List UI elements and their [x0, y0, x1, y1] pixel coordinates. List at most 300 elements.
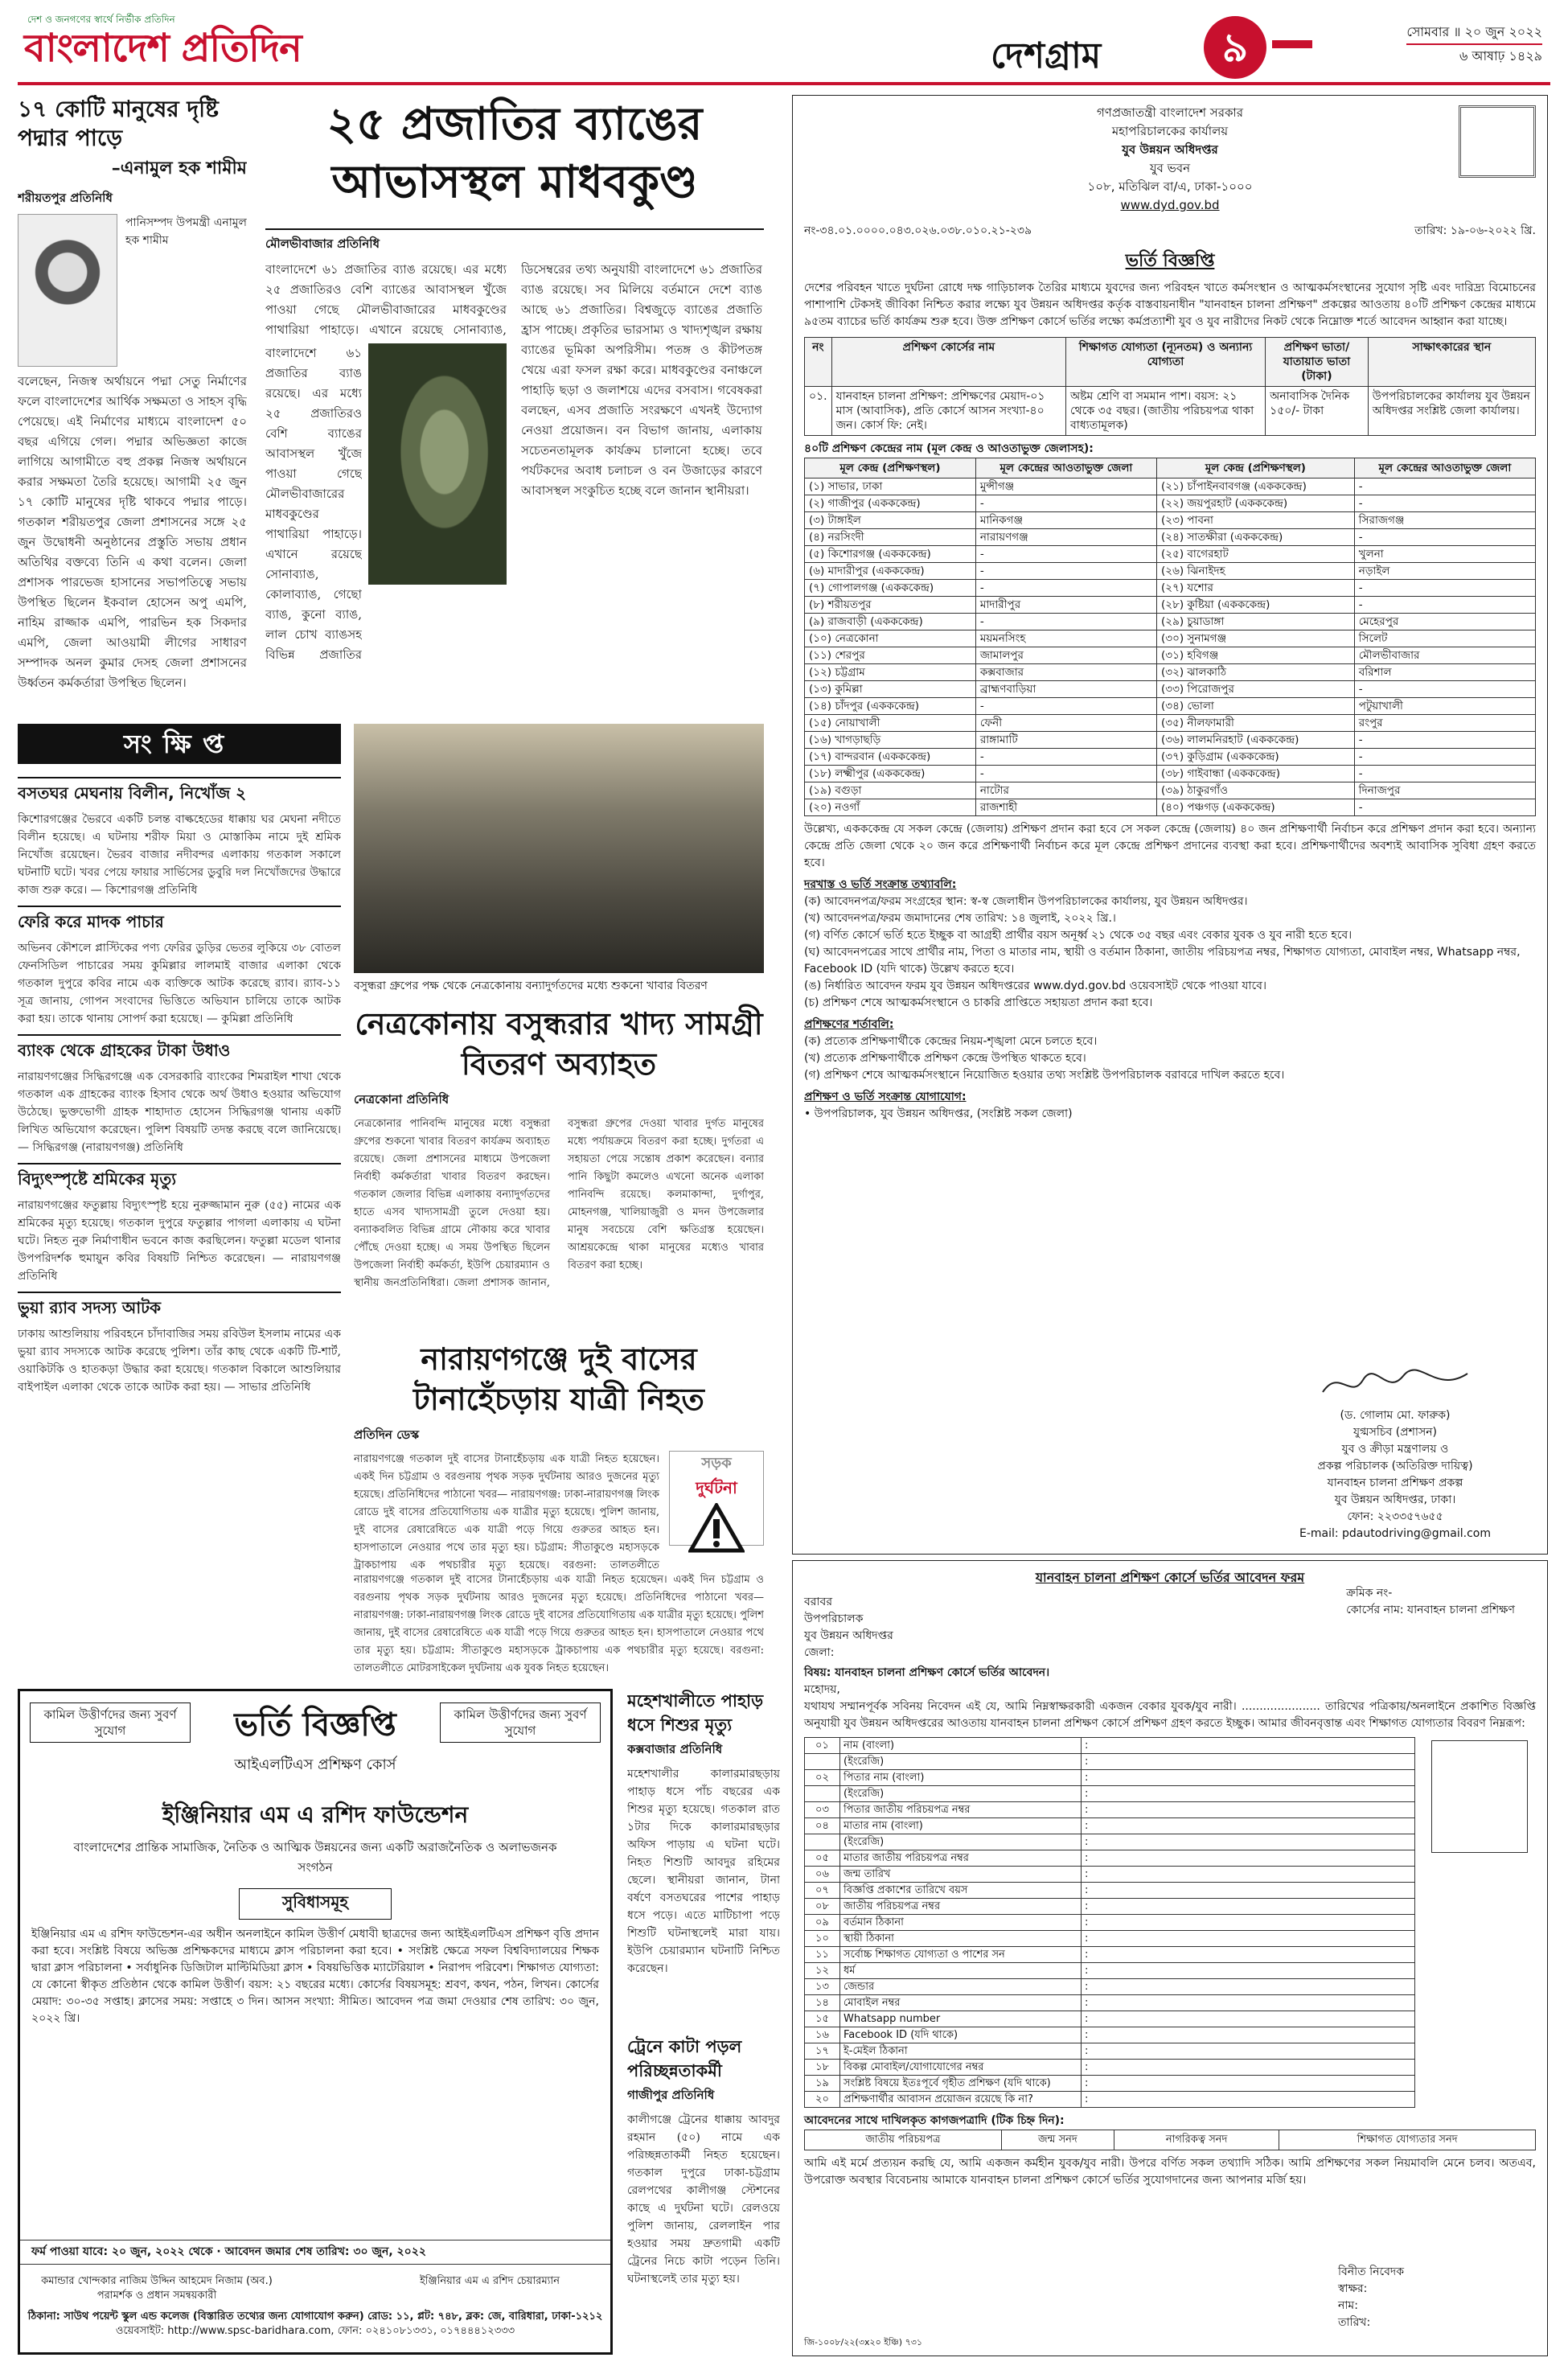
centers-cell: জামালপুর	[975, 647, 1156, 664]
centers-cell: রাঙ্গামাটি	[975, 732, 1156, 749]
form-fields-table	[804, 1737, 1415, 2108]
table-row	[805, 2092, 1415, 2108]
centers-cell: (২১) চাঁপাইনবাবগঞ্জ (একককেন্দ্র)	[1157, 478, 1355, 495]
course-table	[804, 337, 1536, 436]
centers-cell: -	[1354, 597, 1535, 614]
form-row-no: ১৩	[805, 1979, 840, 1995]
centers-cell: -	[1354, 799, 1535, 816]
rule-item: (ঘ) আবেদনপত্রের সাথে প্রার্থীর নাম, পিতা ও মাতার নাম, স্থায়ী ও বর্তমান ঠিকানা, জাতীয় পরিচয়পত্র নম্বর, শিক্ষাগত যোগ্যতা, মোবাইল নম্বর, Whatsapp নম্বর, Facebook ID (যদি থাকে) উল্লেখ করতে হবে।	[804, 946, 1521, 975]
headline[interactable]: মহেশখালীতে পাহাড় ধসে শিশুর মৃত্যু	[627, 1691, 764, 1735]
centers-cell: মানিকগঞ্জ	[975, 512, 1156, 529]
rules-title: দরখাস্ত ও ভর্তি সংক্রান্ত তথ্যাবলি:	[804, 878, 957, 891]
centers-cell: (৩২) ঝালকাঠি	[1157, 664, 1355, 681]
brief-item	[18, 777, 341, 899]
form-to-2: উপপরিচালক	[804, 1612, 864, 1625]
centers-cell: ব্রাহ্মণবাড়িয়া	[975, 681, 1156, 698]
form-to-4: জেলা:	[804, 1646, 835, 1659]
ad-title[interactable]: ভর্তি বিজ্ঞপ্তি	[234, 1706, 396, 1744]
form-row-label: জন্ম তারিখ	[840, 1867, 1082, 1883]
rule-item: (ক) আবেদনপত্র/ফরম সংগ্রহের স্থান: স্ব-স্ব জেলাধীন উপপরিচালকের কার্যালয়, যুব উন্নয়ন অধিদপ্তর।	[804, 895, 1248, 908]
relief-photo	[354, 724, 764, 973]
course-cell: অনাবাসিক দৈনিক ১৫০/- টাকা	[1266, 387, 1369, 436]
centers-cell: সিরাজগঞ্জ	[1354, 512, 1535, 529]
signer-title-1: যুগ্মসচিব (প্রশাসন)	[1353, 1426, 1438, 1439]
course-cell: অষ্টম শ্রেণি বা সমমান পাশ। বয়স: ২১ থেকে ৩৫ বছর। (জাতীয় পরিচয়পত্র থাকা বাধ্যতামূলক)	[1065, 387, 1265, 436]
form-row-no	[805, 1754, 840, 1770]
form-row-no: ১৯	[805, 2076, 840, 2092]
form-row-input[interactable]: :	[1082, 1802, 1415, 1818]
headline[interactable]: নেত্রকোনায় বসুন্ধরার খাদ্য সামগ্রী বিতরণ অব্যাহত	[355, 1005, 763, 1082]
centers-cell: (৩০) সুনামগঞ্জ	[1157, 630, 1355, 647]
form-row-no: ০৪	[805, 1818, 840, 1834]
form-row-input[interactable]: :	[1082, 2060, 1415, 2076]
story-body: নেত্রকোনার পানিবন্দি মানুষের মধ্যে বসুন্ধরা গ্রুপের শুকনো খাবার বিতরণ কার্যক্রম অব্যাহত রয়েছে। জেলা প্রশাসনের মাধ্যমে উপজেলা নির্বাহী কর্মকর্তারা খাবার বিতরণ করছেন। গতকাল জেলার বিভিন্ন এলাকায় বন্যাদুর্গতদের হাতে এসব খাদ্যসামগ্রী তুলে দেওয়া হয়। বন্যাকবলিত বিভিন্ন গ্রামে নৌকায় করে খাবার পৌঁছে দেওয়া হচ্ছে। এ সময় উপস্থিত ছিলেন উপজেলা নির্বাহী কর্মকর্তা, ইউপি চেয়ারম্যান ও স্থানীয় জনপ্রতিনিধিরা। জেলা প্রশাসক জানান, বসুন্ধরা গ্রুপের দেওয়া খাবার দুর্গত মানুষের মধ্যে পর্যায়ক্রমে বিতরণ করা হচ্ছে। দুর্গতরা এ সহায়তা পেয়ে সন্তোষ প্রকাশ করেছেন। বন্যার পানি কিছুটা কমলেও এখনো অনেক এলাকা পানিবন্দি রয়েছে। কলমাকান্দা, দুর্গাপুর, মোহনগঞ্জ, খালিয়াজুরী ও মদন উপজেলার মানুষ সবচেয়ে বেশি ক্ষতিগ্রস্ত হয়েছেন। আশ্রয়কেন্দ্রে থাকা মানুষের মধ্যেও খাবার বিতরণ করা হচ্ছে।	[354, 1118, 764, 1289]
table-row	[805, 1834, 1415, 1850]
form-subject: বিষয়: যানবাহন চালনা প্রশিক্ষণ কোর্সে ভর্তির আবেদন।	[804, 1666, 1050, 1679]
conditions-title: প্রশিক্ষণের শর্তাবলি:	[804, 1018, 894, 1031]
table-row	[805, 546, 1536, 563]
form-row-no: ০৬	[805, 1867, 840, 1883]
section-name: দেশগ্রাম	[991, 35, 1102, 76]
form-row-input[interactable]: :	[1082, 1834, 1415, 1850]
brief-body: অভিনব কৌশলে প্লাস্টিকের পণ্য ফেরির ডুড়ির ভেতর লুকিয়ে ৩৮ বোতল ফেনসিডিল পাচারের সময় কুমিল্লার লালমাই বাজার এলাকা থেকে গতকাল দুপুরে কবির নামে এক ব্যক্তিকে আটক করেছে র‍্যাব। র‍্যাব-১১ সূত্র জানায়, গোপন সংবাদের ভিত্তিতে অভিযান চালিয়ে তাকে আটক করা হয়। তাকে থানায় সোপর্দ করা হয়েছে। — কুমিল্লা প্রতিনিধি	[18, 942, 341, 1025]
centers-cell: (১৩) কুমিল্লা	[805, 681, 976, 698]
table-row	[805, 2076, 1415, 2092]
centers-cell: -	[1354, 681, 1535, 698]
story-landslide	[627, 1689, 780, 2027]
table-row	[805, 614, 1536, 630]
brief-item	[18, 906, 341, 1028]
centers-col-header: মূল কেন্দ্রের আওতাভুক্ত জেলা	[1354, 458, 1535, 478]
ad-org-sub: বাংলাদেশের প্রান্তিক সামাজিক, নৈতিক ও আত্মিক উন্নয়নের জন্য একটি অরাজনৈতিক ও অলাভজনক সংগঠন	[73, 1840, 557, 1875]
form-row-no: ১০	[805, 1931, 840, 1947]
centers-cell: (৩৩) পিরোজপুর	[1157, 681, 1355, 698]
briefs-bar: সংক্ষিপ্ত	[18, 724, 341, 764]
centers-cell: (২৪) সাতক্ষীরা (একককেন্দ্র)	[1157, 529, 1355, 546]
form-row-no: ১৮	[805, 2060, 840, 2076]
centers-table	[804, 458, 1536, 816]
centers-cell: (১৪) চাঁদপুর (একককেন্দ্র)	[805, 698, 976, 715]
centers-cell: (১৬) খাগড়াছড়ি	[805, 732, 976, 749]
briefs-column	[18, 770, 341, 1607]
credit: শরীয়তপুর প্রতিনিধি	[18, 191, 113, 205]
table-row	[805, 478, 1536, 495]
form-row-no: ১২	[805, 1963, 840, 1979]
notice-gov-3: যুব উন্নয়ন অধিদপ্তর	[1122, 142, 1218, 157]
ad-ribbon-right: কামিল উত্তীর্ণদের জন্য সুবর্ণ সুযোগ	[440, 1702, 601, 1743]
table-row	[805, 1802, 1415, 1818]
logo-tagline: দেশ ও জনগণের স্বার্থে নির্ভীক প্রতিদিন	[27, 14, 175, 25]
condition-item: (খ) প্রত্যেক প্রশিক্ষণার্থীকে প্রশিক্ষণ কেন্দ্রে উপস্থিত থাকতে হবে।	[804, 1052, 1086, 1065]
centers-cell: (২৯) চুয়াডাঙ্গা	[1157, 614, 1355, 630]
credit: নেত্রকোনা প্রতিনিধি	[354, 1092, 449, 1107]
centers-cell: -	[1354, 495, 1535, 512]
story-bus	[354, 1339, 764, 1717]
signer-phone: ফোন: ২২৩৩৫৭৬৫৫	[1347, 1510, 1443, 1523]
ad-deadline: ফর্ম পাওয়া যাবে: ২০ জুন, ২০২২ থেকে · আবেদন জমার শেষ তারিখ: ৩০ জুন, ২০২২	[20, 2240, 610, 2265]
form-course: কোর্সের নাম: যানবাহন চালনা প্রশিক্ষণ	[1346, 1604, 1515, 1616]
centers-cell: ময়মনসিংহ	[975, 630, 1156, 647]
centers-cell: (৩৫) নীলফামারী	[1157, 715, 1355, 732]
table-row	[805, 1947, 1415, 1963]
table-row	[805, 799, 1536, 816]
centers-cell: (২) গাজীপুর (একককেন্দ্র)	[805, 495, 976, 512]
form-row-input[interactable]: :	[1082, 1883, 1415, 1899]
centers-cell: (৫) কিশোরগঞ্জ (একককেন্দ্র)	[805, 546, 976, 563]
brief-headline[interactable]: ভুয়া র‍্যাব সদস্য আটক	[18, 1292, 341, 1323]
centers-cell: (৩৮) গাইবান্ধা (একককেন্দ্র)	[1157, 766, 1355, 782]
table-row	[805, 1738, 1415, 1754]
course-col-header: প্রশিক্ষণ ভাতা/ যাতায়াত ভাতা (টাকা)	[1266, 338, 1369, 387]
course-col-header: নং	[805, 338, 832, 387]
signer-email[interactable]: E-mail: pdautodriving@gmail.com	[1299, 1527, 1492, 1540]
form-name[interactable]: নাম:	[1338, 2299, 1358, 2312]
form-row-input[interactable]: :	[1082, 1770, 1415, 1786]
form-row-label: পিতার জাতীয় পরিচয়পত্র নম্বর	[840, 1802, 1082, 1818]
centers-cell: (১০) নেত্রকোনা	[805, 630, 976, 647]
form-row-label: বিজ্ঞপ্তি প্রকাশের তারিখে বয়স	[840, 1883, 1082, 1899]
centers-cell: সিলেট	[1354, 630, 1535, 647]
warning-icon	[688, 1503, 745, 1553]
centers-cell: মৌলভীবাজার	[1354, 647, 1535, 664]
condition-item: (ক) প্রত্যেক প্রশিক্ষণার্থীকে কেন্দ্রের নিয়ম-শৃঙ্খলা মেনে চলতে হবে।	[804, 1035, 1098, 1048]
centers-cell: (৩১) হবিগঞ্জ	[1157, 647, 1355, 664]
centers-cell: (২৬) ঝিনাইদহ	[1157, 563, 1355, 580]
form-row-input[interactable]: :	[1082, 2076, 1415, 2092]
table-row	[805, 766, 1536, 782]
brief-body: কিশোরগঞ্জের ভৈরবে একটি চলন্ত বাল্কহেডের ধাক্কায় ঘর মেঘনা নদীতে বিলীন হয়েছে। এ ঘটনায় শরীফ মিয়া ও মোস্তাকিম নামে দুই শ্রমিক নিখোঁজ রয়েছেন। ভৈরব বাজার নদীবন্দর এলাকায় গতকাল সকালে ঘটনাটি ঘটে। খবর পেয়ে ফায়ার সার্ভিসের ডুবুরি দল নিখোঁজদের উদ্ধারে কাজ শুরু করে। — কিশোরগঞ্জ প্রতিনিধি	[18, 813, 341, 897]
rule-item: (গ) বর্ণিত কোর্সে ভর্তি হতে ইচ্ছুক বা আগ্রহী প্রার্থীর বয়স অনূর্ধ্ব ২১ থেকে ৩৫ বছর এবং বেকার যুবক ও যুব নারী হতে হবে।	[804, 929, 1353, 942]
form-row-input[interactable]: :	[1082, 2011, 1415, 2027]
badge-label-2: দুর্ঘটনা	[696, 1478, 737, 1497]
centers-cell: -	[1354, 749, 1535, 766]
notice-gov-4: যুব ভবন	[1149, 161, 1191, 175]
form-row-label: সংশ্লিষ্ট বিষয়ে ইতঃপূর্বে গৃহীত প্রশিক্ষণ (যদি থাকে)	[840, 2076, 1082, 2092]
centers-cell: নাটোর	[975, 782, 1156, 799]
form-row-input[interactable]: :	[1082, 1931, 1415, 1947]
story-body-2: ডিসেম্বরের তথ্য অনুযায়ী বাংলাদেশে ৬১ প্রজাতির ব্যাঙ রয়েছে। সব মিলিয়ে বর্তমানে দেশে ব্যাঙ আছে ৬১ প্রজাতির। বিশ্বজুড়ে ব্যাঙের প্রজাতি হ্রাস পাচ্ছে। প্রকৃতির ভারসাম্য ও খাদ্যশৃঙ্খল রক্ষায় ব্যাঙের ভূমিকা অপরিসীম। পতঙ্গ ও কীটপতঙ্গ খেয়ে এরা ফসল রক্ষা করে। মাধবকুণ্ডের বনাঞ্চলে পাহাড়ি ছড়া ও জলাশয়ে এদের বসবাস। গবেষকরা বলছেন, এসব প্রজাতি সংরক্ষণে এখনই উদ্যোগ নেওয়া প্রয়োজন। বন বিভাগ জানায়, এলাকায় সচেতনতামূলক কার্যক্রম চালানো হচ্ছে। তবে পর্যটকদের অবাধ চলাচল ও বন উজাড়ের কারণে আবাসস্থল সংকুচিত হচ্ছে বলে জানান স্থানীয়রা।	[521, 262, 762, 498]
form-row-input[interactable]: :	[1082, 1915, 1415, 1931]
story-body-a: নারায়ণগঞ্জে গতকাল দুই বাসের টানাহেঁচড়ায় এক যাত্রী নিহত হয়েছেন। একই দিন চট্টগ্রাম ও বরগুনায় পৃথক সড়ক দুর্ঘটনায় আরও দুজনের মৃত্যু হয়েছে। প্রতিনিধিদের পাঠানো খবর— নারায়ণগঞ্জ: ঢাকা-নারায়ণগঞ্জ লিংক রোডে দুই বাসের প্রতিযোগিতায় এক যাত্রীর মৃত্যু হয়েছে। পুলিশ জানায়, দুই বাসের রেষারেষিতে এক যাত্রী পড়ে গিয়ে গুরুতর আহত হন। হাসপাতালে নেওয়ার পথে তার মৃত্যু হয়। চট্টগ্রাম: সীতাকুণ্ডে মহাসড়কে ট্রাকচাপায় এক পথচারীর মৃত্যু হয়েছে। বরগুনা: তালতলীতে	[354, 1453, 659, 1571]
table-row	[805, 1915, 1415, 1931]
centers-cell: -	[975, 546, 1156, 563]
centers-cell: খুলনা	[1354, 546, 1535, 563]
centers-title: ৪০টি প্রশিক্ষণ কেন্দ্রের নাম (মূল কেন্দ্র ও আওতাভুক্ত জেলাসহ):	[804, 442, 1094, 455]
centers-cell: -	[975, 766, 1156, 782]
notice-website[interactable]: www.dyd.gov.bd	[1120, 198, 1220, 212]
brief-headline[interactable]: ফেরি করে মাদক পাচার	[18, 906, 341, 937]
centers-cell: -	[975, 749, 1156, 766]
brief-headline[interactable]: ব্যাংক থেকে গ্রাহকের টাকা উধাও	[18, 1034, 341, 1066]
form-row-input[interactable]: :	[1082, 1899, 1415, 1915]
form-sign[interactable]: স্বাক্ষর:	[1338, 2282, 1368, 2295]
headline[interactable]: ১৭ কোটি মানুষের দৃষ্টি পদ্মার পাড়ে	[18, 96, 219, 151]
centers-cell: (৪) নরসিংদী	[805, 529, 976, 546]
centers-cell: (৯) রাজবাড়ী (একককেন্দ্র)	[805, 614, 976, 630]
table-row	[805, 1867, 1415, 1883]
table-row	[805, 1931, 1415, 1947]
form-row-label: প্রশিক্ষণার্থীর আবাসন প্রয়োজন রয়েছে কি না?	[840, 2092, 1082, 2108]
attach-checkbox-cell[interactable]: শিক্ষাগত যোগ্যতার সনদ	[1279, 2130, 1536, 2150]
contact-title: প্রশিক্ষণ ও ভর্তি সংক্রান্ত যোগাযোগ:	[804, 1090, 967, 1103]
date-bengali: ৬ আষাঢ় ১৪২৯	[1459, 48, 1542, 64]
centers-cell: (৭) গোপালগঞ্জ (একককেন্দ্র)	[805, 580, 976, 597]
form-row-no	[805, 1834, 840, 1850]
rule-item: (খ) আবেদনপত্র/ফরম জমাদানের শেষ তারিখ: ১৪ জুলাই, ২০২২ খ্রি.।	[804, 912, 1116, 925]
photo-caption: বসুন্ধরা গ্রুপের পক্ষ থেকে নেত্রকোনায় বন্যাদুর্গতদের মধ্যে শুকনো খাবার বিতরণ	[354, 980, 708, 992]
centers-cell: -	[1354, 766, 1535, 782]
form-row-input[interactable]: :	[1082, 1818, 1415, 1834]
notice-title: ভর্তি বিজ্ঞপ্তি	[1125, 250, 1215, 271]
form-row-input[interactable]: :	[1082, 2027, 1415, 2043]
rule-item: (চ) প্রশিক্ষণ শেষে আত্মকর্মসংস্থানে ও চাকরি প্রাপ্তিতে সহায়তা প্রদান করা হবে।	[804, 996, 1153, 1009]
table-row	[805, 2027, 1415, 2043]
form-to-1: বরাবর	[804, 1596, 833, 1608]
brief-body: ঢাকায় আশুলিয়ায় পরিবহনে চাঁদাবাজির সময় রবিউল ইসলাম নামের এক ভুয়া র‍্যাব সদস্যকে আটক করেছে পুলিশ। তাঁর কাছ থেকে একটি টি-শার্ট, ওয়াকিটকি ও হাতকড়া উদ্ধার করা হয়েছে। গতকাল বিকালে আশুলিয়ার বাইপাইল এলাকা থেকে তাকে আটক করা হয়। — সাভার প্রতিনিধি	[18, 1328, 341, 1394]
centers-cell: (১৫) নোয়াখালী	[805, 715, 976, 732]
form-row-input[interactable]: :	[1082, 1963, 1415, 1979]
table-row	[805, 698, 1536, 715]
table-row	[805, 580, 1536, 597]
form-row-input[interactable]: :	[1082, 1947, 1415, 1963]
course-col-header: প্রশিক্ষণ কোর্সের নাম	[831, 338, 1065, 387]
form-row-label: (ইংরেজি)	[840, 1754, 1082, 1770]
headline[interactable]: ২৫ প্রজাতির ব্যাঙের আভাসস্থল মাধবকুণ্ড	[326, 97, 703, 208]
centers-cell: দিনাজপুর	[1354, 782, 1535, 799]
form-closing: বিনীত নিবেদক	[1338, 2265, 1405, 2278]
centers-cell: ফেনী	[975, 715, 1156, 732]
application-form	[792, 1560, 1548, 2356]
table-row	[805, 1963, 1415, 1979]
table-row	[805, 529, 1536, 546]
admission-ad	[18, 1689, 613, 2355]
centers-cell: কক্সবাজার	[975, 664, 1156, 681]
ad-ribbon-left: কামিল উত্তীর্ণদের জন্য সুবর্ণ সুযোগ	[30, 1702, 191, 1743]
form-row-input[interactable]: :	[1082, 2043, 1415, 2060]
table-row	[805, 664, 1536, 681]
form-row-input[interactable]: :	[1082, 1850, 1415, 1867]
table-row	[805, 1883, 1415, 1899]
centers-cell: (১) সাভার, ঢাকা	[805, 478, 976, 495]
contact-line: • উপপরিচালক, যুব উন্নয়ন অধিদপ্তর, (সংশ্লিষ্ট সকল জেলা)	[804, 1107, 1073, 1120]
form-row-label: (ইংরেজি)	[840, 1786, 1082, 1802]
ad-org: ইঞ্জিনিয়ার এম এ রশিদ ফাউন্ডেশন	[162, 1801, 469, 1828]
brief-body: নারায়ণগঞ্জের সিদ্ধিরগঞ্জে এক বেসরকারি ব্যাংকের শিমরাইল শাখা থেকে গতকাল এক গ্রাহকের ব্যাংক হিসাব থেকে অর্থ উধাও হওয়ার অভিযোগ উঠেছে। ভুক্তভোগী গ্রাহক শাহাদাত হোসেন সিদ্ধিরগঞ্জ থানায় একটি লিখিত অভিযোগ করেছেন। পুলিশ বিষয়টি তদন্ত করছে বলে জানিয়েছে। — সিদ্ধিরগঞ্জ (নারায়ণগঞ্জ) প্রতিনিধি	[18, 1070, 341, 1154]
signer-title-4: যানবাহন চালনা প্রশিক্ষণ প্রকল্প	[1327, 1477, 1463, 1489]
table-row	[805, 1818, 1415, 1834]
form-row-label: পিতার নাম (বাংলা)	[840, 1770, 1082, 1786]
table-row	[805, 2060, 1415, 2076]
course-col-header: সাক্ষাৎকারের স্থান	[1368, 338, 1535, 387]
form-to-3: যুব উন্নয়ন অধিদপ্তর	[804, 1629, 893, 1642]
form-date[interactable]: তারিখ:	[1338, 2316, 1371, 2329]
attach-checkbox-cell[interactable]: নাগরিকত্ব সনদ	[1114, 2130, 1279, 2150]
form-row-label: জাতীয় পরিচয়পত্র নম্বর	[840, 1899, 1082, 1915]
form-row-no: ১৭	[805, 2043, 840, 2060]
course-col-header: শিক্ষাগত যোগ্যতা (ন্যূনতম) ও অন্যান্য যোগ্যতা	[1065, 338, 1265, 387]
story-body: মহেশখালীর কালারমারছড়ায় পাহাড় ধসে পাঁচ বছরের এক শিশুর মৃত্যু হয়েছে। গতকাল রাত ১টার দিকে কালারমারছড়ার অফিস পাড়ায় এ ঘটনা ঘটে। নিহত শিশুটি আবদুর রহিমের ছেলে। স্থানীয়রা জানান, টানা বর্ষণে বসতঘরের পাশের পাহাড় ধসে পড়ে। এতে মাটিচাপা পড়ে শিশুটি ঘটনাস্থলেই মারা যায়। ইউপি চেয়ারম্যান ঘটনাটি নিশ্চিত করেছেন।	[627, 1768, 780, 1975]
form-row-label: মাতার নাম (বাংলা)	[840, 1818, 1082, 1834]
frog-photo	[368, 343, 507, 585]
notice-signature-block	[1262, 1364, 1528, 1542]
centers-cell: (২২) জয়পুরহাট (একককেন্দ্র)	[1157, 495, 1355, 512]
table-row	[805, 749, 1536, 766]
attach-checkbox-cell[interactable]: জন্ম সনদ	[1001, 2130, 1114, 2150]
centers-cell: (১৮) লক্ষ্মীপুর (একককেন্দ্র)	[805, 766, 976, 782]
photo-box[interactable]	[1431, 1740, 1528, 1853]
centers-cell: (৬) মাদারীপুর (একককেন্দ্র)	[805, 563, 976, 580]
masthead	[18, 11, 1550, 85]
story-body-1b: বাংলাদেশে ৬১ প্রজাতির ব্যাঙ রয়েছে। এর মধ্যে ২৫ প্রজাতিরও বেশি ব্যাঙের আবাসস্থল খুঁজে পাওয়া গেছে মৌলভীবাজারের মাধবকুণ্ডের পাথারিয়া পাহাড়ে। এখানে রয়েছে সোনাব্যাঙ, কোলাব্যাঙ, গেছো ব্যাঙ, কুনো ব্যাঙ, লাল চোখ ব্যাঙসহ বিভিন্ন প্রজাতির	[265, 346, 362, 662]
form-row-no: ২০	[805, 2092, 840, 2108]
signer-name: (ড. গোলাম মো. ফারুক)	[1340, 1409, 1451, 1422]
form-paragraph: যথাযথ সম্মানপূর্বক সবিনয় নিবেদন এই যে, আমি নিম্নস্বাক্ষরকারী একজন বেকার যুবক/যুব নারী। ...................... তারিখের পত্রিকায়/অনলাইনে প্রকাশিত বিজ্ঞপ্তি অনুযায়ী যুব উন্নয়ন অধিদপ্তরের আওতায় যানবাহন চালনা প্রশিক্ষণ কোর্সে প্রশিক্ষণ গ্রহণ করতে ইচ্ছুক। আমার জীবনবৃত্তান্ত এবং শিক্ষাগত যোগ্যতার বিবরণ নিম্নরূপ:	[804, 1700, 1536, 1730]
badge-label-1: সড়ক	[701, 1455, 732, 1472]
form-row-no: ১১	[805, 1947, 840, 1963]
page-badge-bar	[1272, 40, 1312, 48]
centers-cell: (২৫) বাগেরহাট	[1157, 546, 1355, 563]
table-row	[805, 681, 1536, 698]
notice-gov-1: গণপ্রজাতন্ত্রী বাংলাদেশ সরকার	[1096, 105, 1244, 120]
brief-headline[interactable]: বসতঘর মেঘনায় বিলীন, নিখোঁজ ২	[18, 777, 341, 808]
centers-cell: বরিশাল	[1354, 664, 1535, 681]
portrait-photo	[18, 214, 117, 367]
date-block	[1406, 21, 1542, 68]
notice-gov-5: ১০৮, মতিঝিল বা/এ, ঢাকা-১০০০	[1087, 179, 1253, 194]
ad-web[interactable]: ওয়েবসাইট: http://www.spsc-baridhara.com, ফোন: ০২৪১০৮১৩৩১, ০১৭৪৪৪১২৩৩৩	[115, 2325, 515, 2337]
centers-cell: -	[1354, 580, 1535, 597]
ad-address: ঠিকানা: সাউথ পয়েন্ট স্কুল এন্ড কলেজ (বিস্তারিত তথ্যের জন্য যোগাযোগ করুন) রোড: ১১, প্লট: ৭৪৮, ব্লক: জে, বারিধারা, ঢাকা-১২১২	[27, 2310, 603, 2323]
centers-cell: নড়াইল	[1354, 563, 1535, 580]
story-body: বলেছেন, নিজস্ব অর্থায়নে পদ্মা সেতু নির্মাণের ফলে বাংলাদেশের আর্থিক সক্ষমতা ও সাহস বৃদ্ধি পেয়েছে। এই নির্মাণের মাধ্যমে বাংলাদেশ ৫০ বছর এগিয়ে গেল। পদ্মার অভিজ্ঞতা কাজে লাগিয়ে আগামীতে বহু প্রকল্প নিজস্ব অর্থায়নে করার সক্ষমতা তৈরি হয়েছে। আগামী ২৫ জুন ১৭ কোটি মানুষের দৃষ্টি থাকবে পদ্মার পাড়ে। গতকাল শরীয়তপুর জেলা প্রশাসনের সঙ্গে ২৫ জুন উদ্বোধনী অনুষ্ঠানের প্রস্তুতি সভায় প্রধান অতিথির বক্তব্যে তিনি এ কথা বলেন। জেলা প্রশাসক পারভেজ হাসানের সভাপতিত্বে সভায় উপস্থিত ছিলেন ইকবাল হোসেন অপু এমপি, নাহিম রাজ্জাক এমপি, পারভিন হক সিকদার এমপি, জেলা আওয়ামী লীগের সাধারণ সম্পাদক অনল কুমার দেসহ জেলা প্রশাসনের উর্ধ্বতন কর্মকর্তারা উপস্থিত ছিলেন।	[18, 374, 247, 690]
form-row-no: ১৫	[805, 2011, 840, 2027]
centers-cell: -	[1354, 529, 1535, 546]
page-number-badge: ৯	[1204, 16, 1266, 79]
table-row	[805, 1770, 1415, 1786]
form-row-input[interactable]: :	[1082, 1867, 1415, 1883]
table-row	[805, 1754, 1415, 1770]
logo-text: বাংলাদেশ প্রতিদিন	[24, 26, 302, 71]
signer-title-3: প্রকল্প পরিচালক (অতিরিক্ত দায়িত্ব)	[1317, 1460, 1473, 1472]
brief-item	[18, 1034, 341, 1156]
centers-cell: (৪০) পঞ্চগড় (একককেন্দ্র)	[1157, 799, 1355, 816]
centers-cell: -	[975, 495, 1156, 512]
centers-cell: (১১) শেরপুর	[805, 647, 976, 664]
credit: প্রতিদিন ডেস্ক	[354, 1427, 420, 1442]
form-row-input[interactable]: :	[1082, 1995, 1415, 2011]
centers-cell: পটুয়াখালী	[1354, 698, 1535, 715]
centers-cell: (২৩) পাবনা	[1157, 512, 1355, 529]
gov-notice	[792, 95, 1548, 1555]
form-row-input[interactable]: :	[1082, 1786, 1415, 1802]
form-title: যানবাহন চালনা প্রশিক্ষণ কোর্সে ভর্তির আবেদন ফরম	[1035, 1570, 1305, 1585]
headline[interactable]: ট্রেনে কাটা পড়ল পরিচ্ছন্নতাকর্মী	[627, 2037, 742, 2080]
brief-headline[interactable]: বিদ্যুৎস্পৃষ্টে শ্রমিকের মৃত্যু	[18, 1163, 341, 1194]
newspaper-logo[interactable]	[24, 14, 302, 83]
centers-cell: (৮) শরীয়তপুর	[805, 597, 976, 614]
centers-cell: -	[975, 580, 1156, 597]
centers-note: উল্লেখ্য, একককেন্দ্র যে সকল কেন্দ্রে (জেলায়) প্রশিক্ষণ প্রদান করা হবে সে সকল কেন্দ্রে (জেলায়) ৪০ জন প্রশিক্ষণার্থী নির্বাচন করে প্রশিক্ষণ প্রদান করা হবে। অন্যান্য কেন্দ্রে প্রতি জেলা থেকে ২০ জন করে প্রশিক্ষণার্থী নির্বাচন করে মূল কেন্দ্রে প্রশিক্ষণ প্রদানের ব্যবস্থা করা হবে। প্রশিক্ষণার্থীদের অবশ্যই আবাসিক সুবিধা গ্রহণ করতে হবে।	[804, 823, 1536, 869]
centers-cell: রাজশাহী	[975, 799, 1156, 816]
benefits-title: সুবিধাসমূহ	[239, 1888, 392, 1920]
brief-item	[18, 1163, 341, 1285]
memo-date: তারিখ: ১৯-০৬-২০২২ খ্রি.	[1414, 224, 1536, 237]
centers-cell: (২৮) কুষ্টিয়া (একককেন্দ্র)	[1157, 597, 1355, 614]
credit: গাজীপুর প্রতিনিধি	[627, 2088, 715, 2102]
centers-cell: -	[975, 563, 1156, 580]
brief-body: নারায়ণগঞ্জের ফতুল্লায় বিদ্যুৎস্পৃষ্ট হয়ে নুরুজ্জামান নুরু (৫৫) নামের এক শ্রমিকের মৃত্যু হয়েছে। গতকাল দুপুরে ফতুল্লার পাগলা এলাকায় এ ঘটনা ঘটে। নিহত নুরু নির্মাণাধীন ভবনে কাজ করছিলেন। ফতুল্লা মডেল থানার উপপরিদর্শক হুমায়ুন কবির বিষয়টি নিশ্চিত করেছেন। — নারায়ণগঞ্জ প্রতিনিধি	[18, 1199, 341, 1283]
byline: –এনামুল হক শামীম	[111, 158, 247, 179]
form-row-label: নাম (বাংলা)	[840, 1738, 1082, 1754]
table-row	[805, 715, 1536, 732]
brief-item	[18, 1292, 341, 1396]
form-declaration: আমি এই মর্মে প্রত্যয়ন করছি যে, আমি একজন কর্মহীন যুবক/যুব নারী। উপরে বর্ণিত সকল তথ্যাদি সঠিক। আমি প্রশিক্ষণের সকল নিয়মাবলি মেনে চলব। অতএব, উপরোক্ত অবস্থার বিবেচনায় আমাকে যানবাহন চালনা প্রশিক্ষণ কোর্সে ভর্তির সুযোগদানের জন্য আপনার মর্জি হয়।	[804, 2157, 1536, 2187]
table-row	[805, 1979, 1415, 1995]
form-serial: ক্রমিক নং-	[1346, 1587, 1393, 1600]
story-body: নারায়ণগঞ্জে গতকাল দুই বাসের টানাহেঁচড়ায় এক যাত্রী নিহত হয়েছেন। একই দিন চট্টগ্রাম ও বরগুনায় পৃথক সড়ক দুর্ঘটনায় আরও দুজনের মৃত্যু হয়েছে। প্রতিনিধিদের পাঠানো খবর— নারায়ণগঞ্জ: ঢাকা-নারায়ণগঞ্জ লিংক রোডে দুই বাসের প্রতিযোগিতায় এক যাত্রীর মৃত্যু হয়েছে। পুলিশ জানায়, দুই বাসের রেষারেষিতে এক যাত্রী পড়ে গিয়ে গুরুতর আহত হন। হাসপাতালে নেওয়ার পথে তার মৃত্যু হয়। চট্টগ্রাম: সীতাকুণ্ডে মহাসড়কে ট্রাকচাপায় এক পথচারীর মৃত্যু হয়েছে। বরগুনা: তালতলীতে মোটরসাইকেল দুর্ঘটনায় এক যুবক নিহত হয়েছেন।	[354, 1574, 764, 1674]
story-body: কালীগঞ্জে ট্রেনের ধাক্কায় আবদুর রহমান (৫০) নামে এক পরিচ্ছন্নতাকর্মী নিহত হয়েছেন। গতকাল দুপুরে ঢাকা-চট্টগ্রাম রেলপথের কালীগঞ্জ স্টেশনের কাছে এ দুর্ঘটনা ঘটে। রেলওয়ে পুলিশ জানায়, রেললাইন পার হওয়ার সময় দ্রুতগামী একটি ট্রেনের নিচে কাটা পড়েন তিনি। ঘটনাস্থলেই তার মৃত্যু হয়।	[627, 2113, 780, 2286]
centers-cell: (২৭) যশোর	[1157, 580, 1355, 597]
centers-col-header: মূল কেন্দ্রের আওতাভুক্ত জেলা	[975, 458, 1156, 478]
centers-cell: -	[1354, 478, 1535, 495]
attach-checkbox-cell[interactable]: জাতীয় পরিচয়পত্র	[805, 2130, 1002, 2150]
photo-caption: পানিসম্পদ উপমন্ত্রী এনামুল হক শামীম	[125, 216, 247, 247]
form-row-no: ০১	[805, 1738, 840, 1754]
centers-cell: -	[1354, 732, 1535, 749]
table-row	[805, 597, 1536, 614]
centers-cell: -	[975, 614, 1156, 630]
form-row-label: Whatsapp number	[840, 2011, 1082, 2027]
form-row-no: ০৫	[805, 1850, 840, 1867]
course-cell: উপপরিচালকের কার্যালয় যুব উন্নয়ন অধিদপ্তর সংশ্লিষ্ট জেলা কার্যালয়।	[1368, 387, 1535, 436]
form-row-input[interactable]: :	[1082, 2092, 1415, 2108]
form-row-input[interactable]: :	[1082, 1979, 1415, 1995]
form-row-label: বিকল্প মোবাইল/যোগাযোগের নম্বর	[840, 2060, 1082, 2076]
form-row-no	[805, 1786, 840, 1802]
table-row	[805, 512, 1536, 529]
memo-number: নং-৩৪.০১.০০০০.০৪৩.০২৬.০৩৮.০১০.২১-২৩৯	[804, 224, 1032, 237]
form-row-no: ০৩	[805, 1802, 840, 1818]
table-row	[805, 2011, 1415, 2027]
signer-title-2: যুব ও ক্রীড়া মন্ত্রণালয় ও	[1341, 1443, 1449, 1456]
table-row	[805, 563, 1536, 580]
condition-item: (গ) প্রশিক্ষণ শেষে আত্মকর্মসংস্থানে নিয়োজিত হওয়ার তথ্য সংশ্লিষ্ট উপপরিচালক বরাবরে দাখিল করতে হবে।	[804, 1069, 1285, 1082]
centers-cell: -	[975, 698, 1156, 715]
story-body-1a: বাংলাদেশে ৬১ প্রজাতির ব্যাঙ রয়েছে। এর মধ্যে ২৫ প্রজাতিরও বেশি ব্যাঙের আবাসস্থল খুঁজে পাওয়া গেছে মৌলভীবাজারের মাধবকুণ্ডের পাথারিয়া পাহাড়ে। এখানে রয়েছে সোনাব্যাঙ,	[265, 262, 507, 337]
headline[interactable]: নারায়ণগঞ্জে দুই বাসের টানাহেঁচড়ায় যাত্রী নিহত	[413, 1341, 704, 1417]
centers-col-header: মূল কেন্দ্র (প্রশিক্ষণস্থল)	[805, 458, 976, 478]
rules-list	[804, 893, 1536, 1012]
form-row-no: ০৭	[805, 1883, 840, 1899]
form-row-input[interactable]: :	[1082, 1754, 1415, 1770]
story-frogs	[265, 95, 764, 722]
centers-cell: মাদারীপুর	[975, 597, 1156, 614]
form-code: জি-১০০৮/২২(৩x২০ ইঞ্চি) ৭৩১	[804, 2337, 923, 2347]
form-row-input[interactable]: :	[1082, 1738, 1415, 1754]
table-row	[805, 1786, 1415, 1802]
form-row-label: বর্তমান ঠিকানা	[840, 1915, 1082, 1931]
table-row	[805, 732, 1536, 749]
centers-cell: রংপুর	[1354, 715, 1535, 732]
centers-cell: (৩) টাঙ্গাইল	[805, 512, 976, 529]
form-row-no: ১৬	[805, 2027, 840, 2043]
form-row-no: ১৪	[805, 1995, 840, 2011]
table-row	[805, 1850, 1415, 1867]
dyd-logo	[1459, 105, 1536, 178]
road-accident-badge	[669, 1451, 764, 1546]
ad-program: আইএলটিএস প্রশিক্ষণ কোর্স	[234, 1756, 396, 1773]
credit: কক্সবাজার প্রতিনিধি	[627, 1742, 723, 1756]
